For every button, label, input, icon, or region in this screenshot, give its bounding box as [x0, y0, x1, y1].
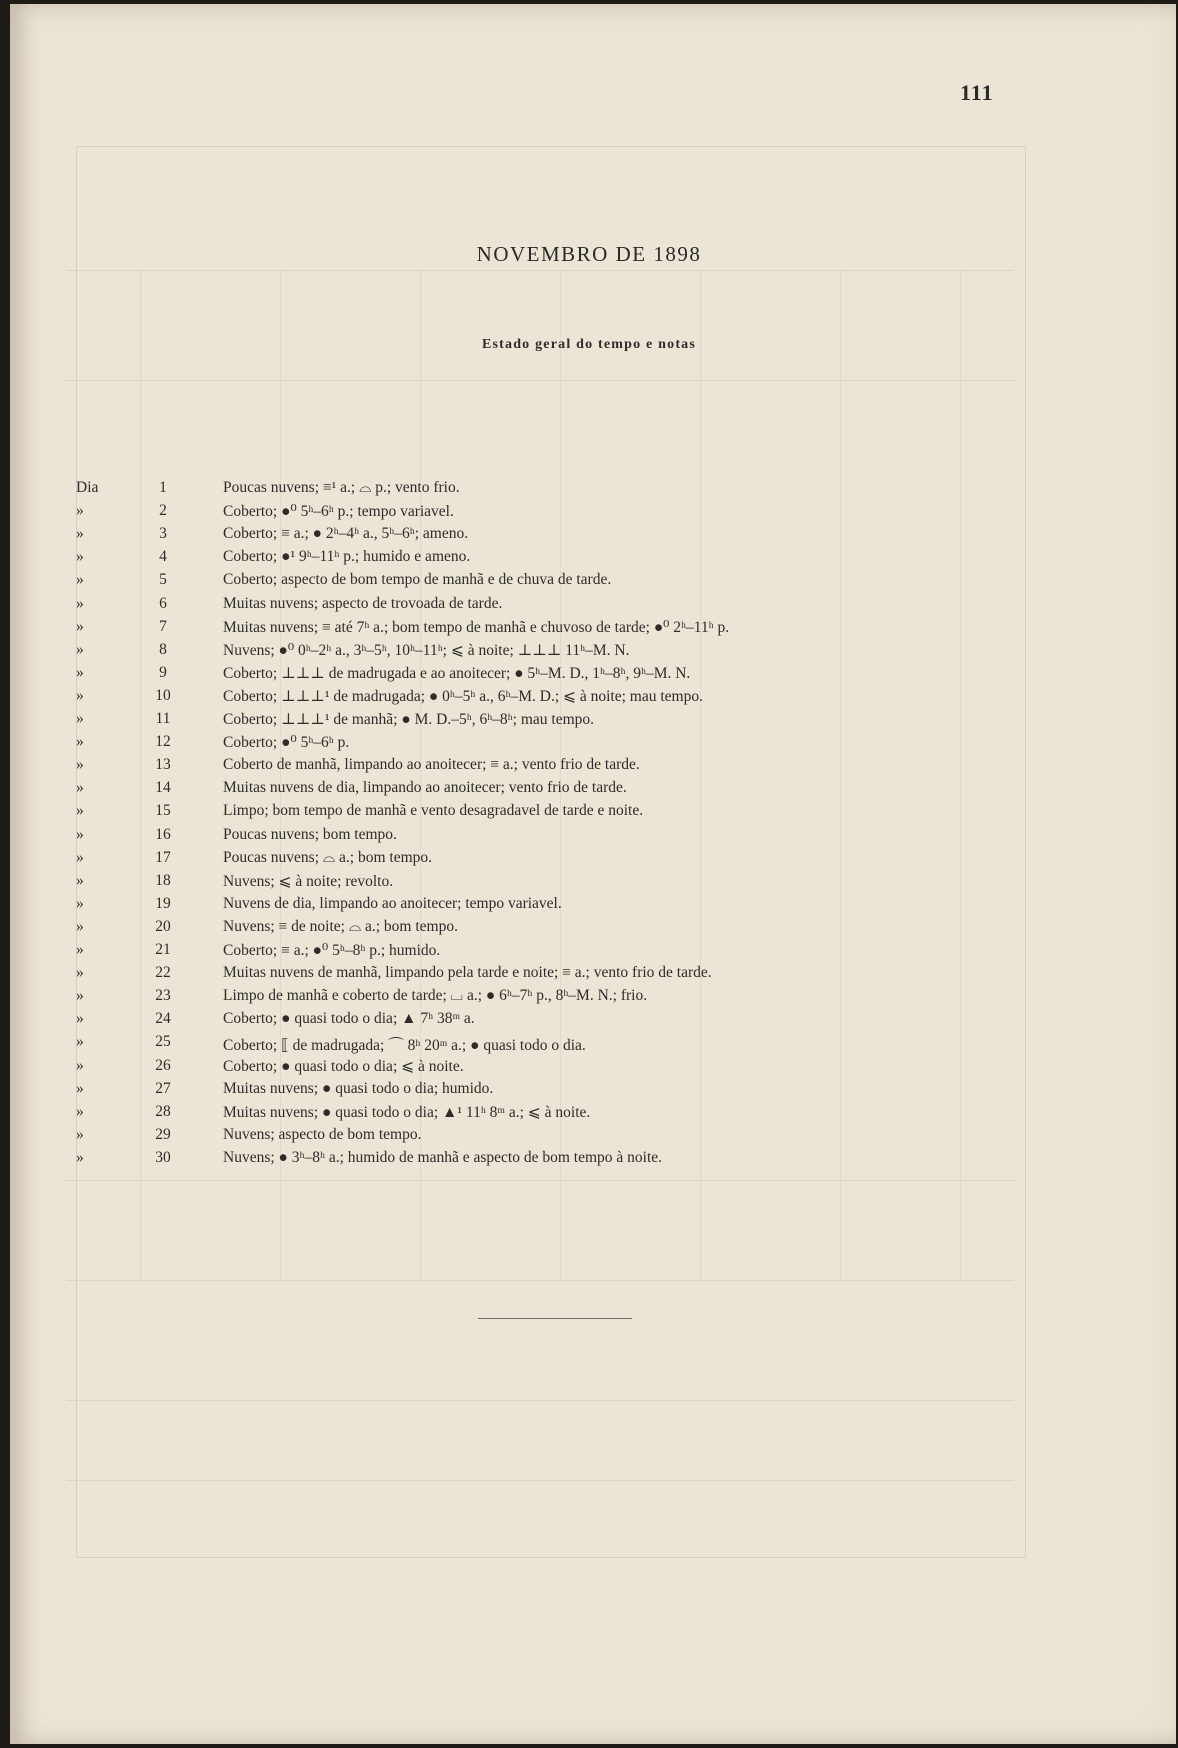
day-number: 29: [155, 1125, 171, 1143]
list-item: [0, 826, 1178, 849]
day-number: 11: [155, 710, 171, 727]
day-note: Nuvens; ● 3ʰ–8ʰ a.; humido de manhã e aspecto de bom tempo à noite.: [223, 1148, 663, 1166]
list-item: [0, 987, 1178, 1010]
day-note: Muitas nuvens; ● quasi todo o dia; ▲¹ 11ʰ 8ᵐ a.; ⩽ à noite.: [223, 1103, 591, 1121]
list-item: [0, 779, 1178, 802]
list-item: [0, 802, 1178, 825]
row-label: »: [76, 502, 84, 520]
day-number: 27: [155, 1079, 171, 1097]
row-label: »: [76, 894, 84, 912]
list-item: [0, 872, 1178, 895]
day-number: 13: [155, 756, 171, 774]
day-number: 1: [159, 479, 167, 496]
list-item: [0, 1149, 1178, 1172]
day-number: 21: [155, 941, 171, 958]
day-note: Nuvens; ≡ de noite; ⌓ a.; bom tempo.: [223, 917, 458, 935]
day-number: 15: [155, 802, 171, 820]
list-item: [0, 664, 1178, 687]
day-number: 22: [155, 964, 171, 982]
day-note: Nuvens de dia, limpando ao anoitecer; tempo variavel.: [223, 894, 562, 912]
show-through-line: [66, 1400, 1014, 1401]
day-number: 4: [159, 548, 167, 566]
day-note: Nuvens; ●⁰ 0ʰ–2ʰ a., 3ʰ–5ʰ, 10ʰ–11ʰ; ⩽ à noite; ⊥⊥⊥ 11ʰ–M. N.: [223, 641, 630, 659]
row-label: »: [76, 802, 84, 820]
list-item: [0, 548, 1178, 571]
list-item: [0, 1033, 1178, 1056]
list-item: [0, 849, 1178, 872]
row-label: »: [76, 617, 84, 635]
day-note: Coberto; ● quasi todo o dia; ⩽ à noite.: [223, 1057, 464, 1075]
list-item: [0, 895, 1178, 918]
section-subtitle: Estado geral do tempo e notas: [481, 337, 697, 352]
day-number: 20: [155, 917, 171, 935]
list-item: [0, 1010, 1178, 1033]
day-number: 23: [155, 987, 171, 1005]
day-note: Coberto; aspecto de bom tempo de manhã e de chuva de tarde.: [223, 571, 612, 589]
day-number: 25: [155, 1033, 171, 1051]
day-note: Muitas nuvens; ≡ até 7ʰ a.; bom tempo de manhã e chuvoso de tarde; ●⁰ 2ʰ–11ʰ p.: [223, 618, 730, 636]
list-item: [0, 687, 1178, 710]
list-item: [0, 525, 1178, 548]
row-label: »: [76, 756, 84, 774]
day-number: 19: [155, 894, 171, 912]
row-label: »: [76, 1102, 84, 1120]
day-note: Coberto; ≡ a.; ●⁰ 5ʰ–8ʰ p.; humido.: [223, 942, 441, 959]
list-item: [0, 1126, 1178, 1149]
day-number: 9: [159, 663, 167, 681]
row-label: »: [76, 1056, 84, 1074]
list-item: [0, 641, 1178, 664]
day-note: Poucas nuvens; ≡¹ a.; ⌓ p.; vento frio.: [223, 479, 460, 496]
row-label: »: [76, 1148, 84, 1166]
row-label: »: [76, 686, 84, 704]
day-note: Limpo de manhã e coberto de tarde; ⌴ a.; ● 6ʰ–7ʰ p., 8ʰ–M. N.; frio.: [223, 987, 648, 1005]
day-number: 30: [155, 1148, 171, 1166]
day-note: Coberto; ●⁰ 5ʰ–6ʰ p.; tempo variavel.: [223, 503, 454, 521]
list-item: [0, 571, 1178, 594]
row-label: »: [76, 941, 84, 958]
list-item: [0, 756, 1178, 779]
day-note: Muitas nuvens de manhã, limpando pela tarde e noite; ≡ a.; vento frio de tarde.: [223, 964, 712, 982]
day-note: Coberto; ⊥⊥⊥ de madrugada e ao anoitecer; ● 5ʰ–M. D., 1ʰ–8ʰ, 9ʰ–M. N.: [223, 664, 691, 682]
day-number: 5: [159, 571, 167, 589]
show-through-line: [66, 380, 1014, 381]
day-number: 8: [159, 640, 167, 658]
list-item: [0, 941, 1178, 964]
page-number: 111: [960, 80, 994, 105]
day-note: Coberto; ≡ a.; ● 2ʰ–4ʰ a., 5ʰ–6ʰ; ameno.: [223, 525, 469, 543]
day-note: Poucas nuvens; bom tempo.: [223, 825, 397, 843]
row-label: »: [76, 779, 84, 797]
day-note: Coberto; ●⁰ 5ʰ–6ʰ p.: [223, 734, 350, 752]
day-note: Coberto; ⟦ de madrugada; ⌒ 8ʰ 20ᵐ a.; ● quasi todo o dia.: [223, 1037, 586, 1055]
list-item: [0, 710, 1178, 733]
list-item: [0, 479, 1178, 502]
day-note: Coberto; ● quasi todo o dia; ▲ 7ʰ 38ᵐ a.: [223, 1010, 475, 1028]
list-item: [0, 733, 1178, 756]
row-label: »: [76, 848, 84, 866]
day-note: Coberto; ⊥⊥⊥¹ de madrugada; ● 0ʰ–5ʰ a., 6ʰ–M. D.; ⩽ à noite; mau tempo.: [223, 687, 703, 705]
day-note: Nuvens; ⩽ à noite; revolto.: [223, 872, 394, 890]
list-item: [0, 1057, 1178, 1080]
day-number: 7: [159, 617, 167, 635]
show-through-line: [66, 1480, 1014, 1481]
row-label: »: [76, 1079, 84, 1097]
day-number: 10: [155, 686, 171, 704]
row-label: Dia: [76, 479, 99, 496]
day-number: 26: [155, 1056, 171, 1074]
day-note: Nuvens; aspecto de bom tempo.: [223, 1125, 422, 1143]
list-item: [0, 1080, 1178, 1103]
day-number: 2: [159, 502, 167, 520]
day-note: Coberto; ●¹ 9ʰ–11ʰ p.; humido e ameno.: [223, 548, 471, 566]
day-note: Poucas nuvens; ⌓ a.; bom tempo.: [223, 848, 433, 866]
day-number: 3: [159, 525, 167, 543]
list-item: [0, 502, 1178, 525]
show-through-line: [66, 1280, 1014, 1281]
day-number: 16: [155, 825, 171, 843]
row-label: »: [76, 594, 84, 612]
day-number: 12: [155, 733, 171, 751]
list-item: [0, 1103, 1178, 1126]
day-number: 6: [159, 594, 167, 612]
row-label: »: [76, 1125, 84, 1143]
list-item: [0, 595, 1178, 618]
row-label: »: [76, 733, 84, 751]
show-through-line: [66, 270, 1014, 271]
row-label: »: [76, 640, 84, 658]
show-through-line: [66, 1180, 1014, 1181]
row-label: »: [76, 1010, 84, 1028]
day-note: Muitas nuvens; aspecto de trovoada de tarde.: [223, 594, 503, 612]
day-note: Coberto de manhã, limpando ao anoitecer; ≡ a.; vento frio de tarde.: [223, 756, 640, 774]
day-note: Muitas nuvens de dia, limpando ao anoitecer; vento frio de tarde.: [223, 779, 627, 797]
row-label: »: [76, 571, 84, 589]
row-label: »: [76, 525, 84, 543]
list-item: [0, 618, 1178, 641]
row-label: »: [76, 917, 84, 935]
day-number: 24: [155, 1010, 171, 1028]
day-number: 14: [155, 779, 171, 797]
row-label: »: [76, 987, 84, 1005]
row-label: »: [76, 964, 84, 982]
day-note: Coberto; ⊥⊥⊥¹ de manhã; ● M. D.–5ʰ, 6ʰ–8ʰ; mau tempo.: [223, 711, 595, 728]
day-note: Muitas nuvens; ● quasi todo o dia; humido.: [223, 1079, 494, 1097]
day-note: Limpo; bom tempo de manhã e vento desagradavel de tarde e noite.: [223, 802, 644, 820]
day-number: 28: [155, 1102, 171, 1120]
list-item: [0, 918, 1178, 941]
row-label: »: [76, 1033, 84, 1051]
row-label: »: [76, 871, 84, 889]
page-title: NOVEMBRO DE 1898: [476, 242, 702, 266]
day-number: 18: [155, 871, 171, 889]
row-label: »: [76, 548, 84, 566]
row-label: »: [76, 710, 84, 727]
list-item: [0, 964, 1178, 987]
end-rule: [478, 1318, 632, 1319]
day-number: 17: [155, 848, 171, 866]
row-label: »: [76, 663, 84, 681]
row-label: »: [76, 825, 84, 843]
